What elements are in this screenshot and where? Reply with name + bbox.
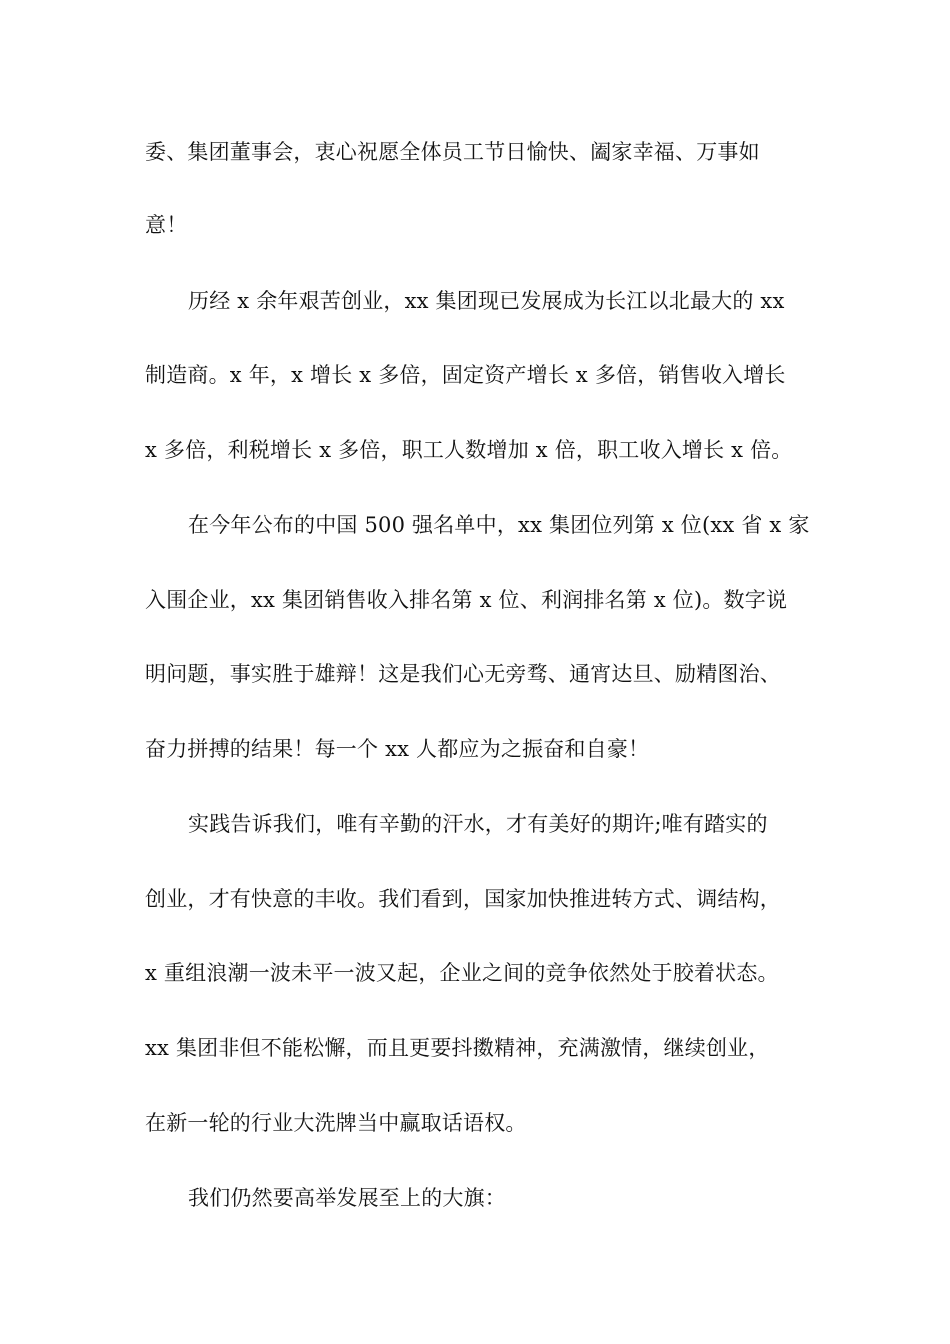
text-line-5: x 多倍，利税增长 x 多倍，职工人数增加 x 倍，职工收入增长 x 倍。 (145, 438, 793, 462)
text-line-4: 制造商。x 年，x 增长 x 多倍，固定资产增长 x 多倍，销售收入增长 (145, 363, 786, 387)
text-line-11: 创业，才有快意的丰收。我们看到，国家加快推进转方式、调结构， (145, 887, 781, 911)
text-line-8: 明问题，事实胜于雄辩！这是我们心无旁骛、通宵达旦、励精图治、 (145, 662, 781, 686)
text-line-1: 委、集团董事会，衷心祝愿全体员工节日愉快、阖家幸福、万事如 (145, 140, 760, 164)
text-line-9: 奋力拼搏的结果！每一个 xx 人都应为之振奋和自豪！ (145, 737, 650, 761)
text-line-14: 在新一轮的行业大洗牌当中赢取话语权。 (145, 1111, 527, 1135)
paragraph-start-line: 实践告诉我们，唯有辛勤的汗水，才有美好的期许;唯有踏实的 (188, 812, 768, 836)
paragraph-start-line: 我们仍然要高举发展至上的大旗： (188, 1186, 506, 1210)
text-line-2: 意！ (145, 213, 188, 237)
text-line-13: xx 集团非但不能松懈，而且更要抖擞精神，充满激情，继续创业， (145, 1036, 770, 1060)
text-line-7: 入围企业，xx 集团销售收入排名第 x 位、利润排名第 x 位)。数字说 (145, 588, 788, 612)
paragraph-start-line: 在今年公布的中国 500 强名单中，xx 集团位列第 x 位(xx 省 x 家 (188, 513, 810, 537)
paragraph-start-line: 历经 x 余年艰苦创业，xx 集团现已发展成为长江以北最大的 xx (188, 289, 785, 313)
text-line-12: x 重组浪潮一波未平一波又起，企业之间的竞争依然处于胶着状态。 (145, 961, 779, 985)
